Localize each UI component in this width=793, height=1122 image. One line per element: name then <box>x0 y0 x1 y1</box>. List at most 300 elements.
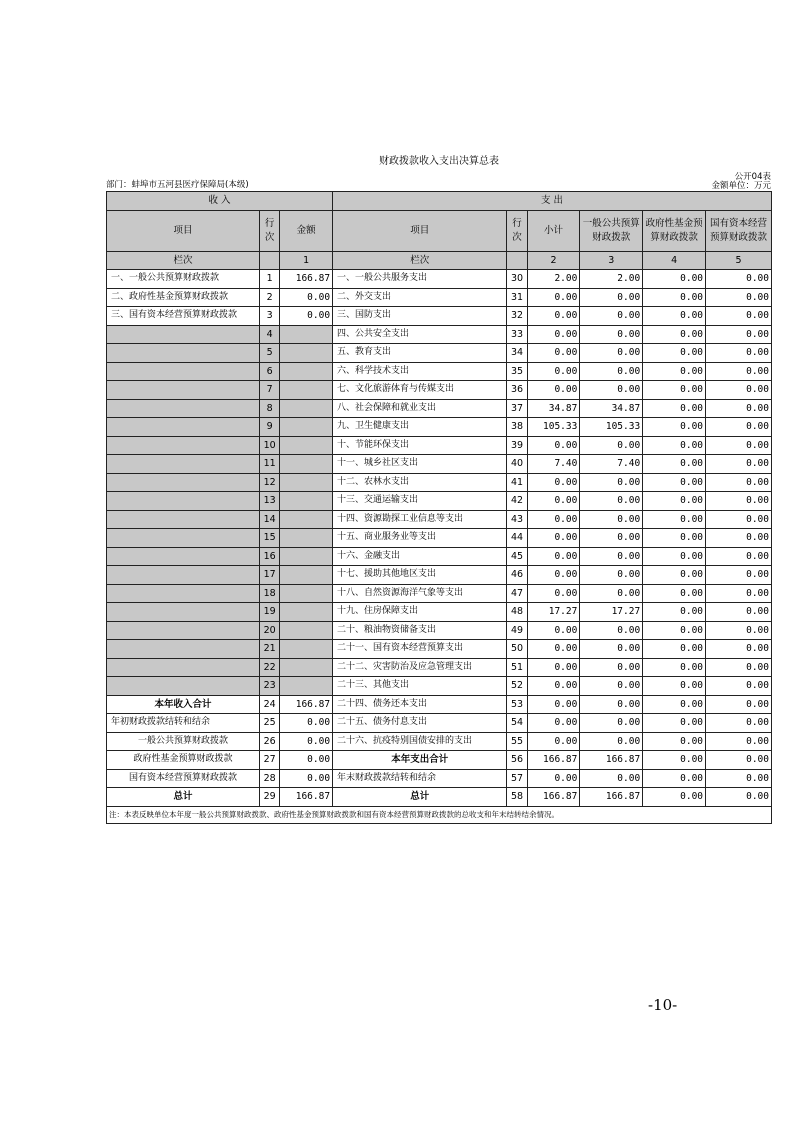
general-budget-cell: 0.00 <box>580 492 643 511</box>
general-budget-cell: 0.00 <box>580 584 643 603</box>
expense-line-cell: 45 <box>507 547 527 566</box>
income-amount-cell <box>280 381 333 400</box>
fund-budget-cell: 0.00 <box>643 658 706 677</box>
state-capital-cell: 0.00 <box>706 621 772 640</box>
income-header: 收 入 <box>107 192 333 211</box>
fund-budget-cell: 0.00 <box>643 399 706 418</box>
general-budget-cell: 0.00 <box>580 547 643 566</box>
state-capital-cell: 0.00 <box>706 307 772 326</box>
income-item-cell <box>107 621 260 640</box>
expense-item-cell: 二、外交支出 <box>333 288 507 307</box>
income-line-cell: 20 <box>260 621 280 640</box>
income-amount-cell <box>280 566 333 585</box>
income-line-cell: 16 <box>260 547 280 566</box>
income-amount-cell <box>280 418 333 437</box>
report-meta <box>106 170 772 191</box>
expense-item-cell: 五、教育支出 <box>333 344 507 363</box>
income-line-cell: 11 <box>260 455 280 474</box>
table-row <box>107 769 772 788</box>
income-item-cell <box>107 640 260 659</box>
income-amount-cell: 0.00 <box>280 769 333 788</box>
expense-item-cell: 二十六、抗疫特别国债安排的支出 <box>333 732 507 751</box>
table-row <box>107 362 772 381</box>
income-item-cell <box>107 473 260 492</box>
subtotal-cell: 0.00 <box>527 288 580 307</box>
income-line-cell: 25 <box>260 714 280 733</box>
income-line-cell: 14 <box>260 510 280 529</box>
expense-item-cell: 十三、交通运输支出 <box>333 492 507 511</box>
expense-line-cell: 42 <box>507 492 527 511</box>
income-line-cell: 5 <box>260 344 280 363</box>
expense-line-cell: 50 <box>507 640 527 659</box>
income-item-cell <box>107 362 260 381</box>
income-item-cell: 国有资本经营预算财政拨款 <box>107 769 260 788</box>
income-item-cell <box>107 547 260 566</box>
income-item-cell <box>107 344 260 363</box>
subtotal-cell: 166.87 <box>527 751 580 770</box>
income-item-cell: 二、政府性基金预算财政拨款 <box>107 288 260 307</box>
state-capital-cell: 0.00 <box>706 547 772 566</box>
income-amount-cell <box>280 584 333 603</box>
expense-line-cell: 34 <box>507 344 527 363</box>
income-line-cell: 1 <box>260 270 280 289</box>
subtotal-cell: 0.00 <box>527 769 580 788</box>
general-budget-cell: 0.00 <box>580 362 643 381</box>
department-label: 部门：蚌埠市五河县医疗保障局(本级) <box>106 180 249 190</box>
income-line-cell: 23 <box>260 677 280 696</box>
state-capital-cell: 0.00 <box>706 751 772 770</box>
fund-budget-cell: 0.00 <box>643 751 706 770</box>
income-item-cell: 一、一般公共预算财政拨款 <box>107 270 260 289</box>
general-budget-cell: 105.33 <box>580 418 643 437</box>
expense-line-cell: 41 <box>507 473 527 492</box>
expense-line-cell: 48 <box>507 603 527 622</box>
subtotal-cell: 0.00 <box>527 381 580 400</box>
expense-line-cell: 51 <box>507 658 527 677</box>
income-amount-cell <box>280 344 333 363</box>
table-row <box>107 695 772 714</box>
subtotal-cell: 2.00 <box>527 270 580 289</box>
income-item-cell <box>107 381 260 400</box>
general-budget-cell: 0.00 <box>580 436 643 455</box>
column-label-income: 栏次 <box>107 251 260 270</box>
income-line-cell: 15 <box>260 529 280 548</box>
income-line-cell: 13 <box>260 492 280 511</box>
state-capital-cell: 0.00 <box>706 658 772 677</box>
column-number-5: 5 <box>706 251 772 270</box>
subtotal-cell: 0.00 <box>527 473 580 492</box>
expense-line-cell: 56 <box>507 751 527 770</box>
expense-line-cell: 43 <box>507 510 527 529</box>
column-number-4: 4 <box>643 251 706 270</box>
subtotal-cell: 0.00 <box>527 584 580 603</box>
expense-item-cell: 八、社会保障和就业支出 <box>333 399 507 418</box>
subtotal-cell: 166.87 <box>527 788 580 807</box>
table-row <box>107 455 772 474</box>
state-capital-cell: 0.00 <box>706 455 772 474</box>
income-item-cell <box>107 436 260 455</box>
blank-cell <box>507 251 527 270</box>
state-capital-cell: 0.00 <box>706 473 772 492</box>
subtotal-cell: 0.00 <box>527 566 580 585</box>
income-amount-cell <box>280 473 333 492</box>
table-row <box>107 603 772 622</box>
expense-item-cell: 四、公共安全支出 <box>333 325 507 344</box>
fund-budget-cell: 0.00 <box>643 362 706 381</box>
income-item-cell <box>107 658 260 677</box>
table-row <box>107 677 772 696</box>
fund-budget-cell: 0.00 <box>643 270 706 289</box>
subtotal-cell: 0.00 <box>527 714 580 733</box>
income-item-cell <box>107 325 260 344</box>
table-row <box>107 788 772 807</box>
state-capital-cell: 0.00 <box>706 381 772 400</box>
income-item-cell <box>107 418 260 437</box>
expense-line-cell: 30 <box>507 270 527 289</box>
state-capital-cell: 0.00 <box>706 510 772 529</box>
income-line-cell: 10 <box>260 436 280 455</box>
general-budget-cell: 0.00 <box>580 325 643 344</box>
subtotal-cell: 0.00 <box>527 362 580 381</box>
page-number: -10- <box>648 996 678 1014</box>
table-body <box>107 270 772 807</box>
subtotal-cell: 0.00 <box>527 529 580 548</box>
expense-item-cell: 十九、住房保障支出 <box>333 603 507 622</box>
income-amount-cell <box>280 325 333 344</box>
income-amount-header: 金额 <box>280 210 333 251</box>
general-budget-cell: 0.00 <box>580 677 643 696</box>
income-amount-cell: 0.00 <box>280 714 333 733</box>
expense-line-cell: 52 <box>507 677 527 696</box>
fund-budget-cell: 0.00 <box>643 510 706 529</box>
income-amount-cell: 166.87 <box>280 788 333 807</box>
table-row <box>107 381 772 400</box>
subtotal-cell: 0.00 <box>527 621 580 640</box>
income-amount-cell: 0.00 <box>280 751 333 770</box>
fund-budget-cell: 0.00 <box>643 566 706 585</box>
income-line-cell: 8 <box>260 399 280 418</box>
fund-budget-cell: 0.00 <box>643 788 706 807</box>
state-capital-cell: 0.00 <box>706 769 772 788</box>
general-budget-cell: 0.00 <box>580 769 643 788</box>
state-capital-cell: 0.00 <box>706 584 772 603</box>
subtotal-cell: 0.00 <box>527 510 580 529</box>
expense-item-cell: 十八、自然资源海洋气象等支出 <box>333 584 507 603</box>
general-budget-cell: 0.00 <box>580 307 643 326</box>
expense-line-cell: 47 <box>507 584 527 603</box>
income-line-cell: 27 <box>260 751 280 770</box>
state-capital-cell: 0.00 <box>706 325 772 344</box>
expense-item-cell: 六、科学技术支出 <box>333 362 507 381</box>
income-amount-cell <box>280 399 333 418</box>
table-row <box>107 325 772 344</box>
general-budget-cell: 0.00 <box>580 658 643 677</box>
column-number-2: 2 <box>527 251 580 270</box>
expense-item-cell: 九、卫生健康支出 <box>333 418 507 437</box>
report-title: 财政拨款收入支出决算总表 <box>379 156 499 167</box>
expense-line-cell: 55 <box>507 732 527 751</box>
expense-line-header: 行次 <box>507 210 527 251</box>
subtotal-cell: 0.00 <box>527 640 580 659</box>
income-item-cell <box>107 399 260 418</box>
expense-item-cell: 一、一般公共服务支出 <box>333 270 507 289</box>
expense-line-cell: 32 <box>507 307 527 326</box>
table-row <box>107 640 772 659</box>
subtotal-cell: 0.00 <box>527 732 580 751</box>
column-number-1: 1 <box>280 251 333 270</box>
state-capital-cell: 0.00 <box>706 566 772 585</box>
state-capital-cell: 0.00 <box>706 732 772 751</box>
table-row <box>107 529 772 548</box>
subtotal-cell: 0.00 <box>527 695 580 714</box>
general-budget-cell: 0.00 <box>580 566 643 585</box>
income-amount-cell: 0.00 <box>280 307 333 326</box>
income-item-cell <box>107 492 260 511</box>
state-capital-cell: 0.00 <box>706 603 772 622</box>
table-row <box>107 566 772 585</box>
expense-header: 支 出 <box>333 192 772 211</box>
income-amount-cell <box>280 510 333 529</box>
income-item-cell <box>107 566 260 585</box>
general-budget-cell: 0.00 <box>580 344 643 363</box>
table-row <box>107 344 772 363</box>
fund-budget-cell: 0.00 <box>643 640 706 659</box>
income-amount-cell <box>280 455 333 474</box>
general-budget-cell: 0.00 <box>580 621 643 640</box>
income-amount-cell: 0.00 <box>280 288 333 307</box>
table-row <box>107 732 772 751</box>
income-amount-cell <box>280 529 333 548</box>
income-amount-cell <box>280 677 333 696</box>
general-budget-cell: 166.87 <box>580 788 643 807</box>
table-row <box>107 418 772 437</box>
income-line-cell: 4 <box>260 325 280 344</box>
income-amount-cell <box>280 362 333 381</box>
fund-budget-cell: 0.00 <box>643 288 706 307</box>
expense-item-cell: 二十三、其他支出 <box>333 677 507 696</box>
fund-budget-cell: 0.00 <box>643 492 706 511</box>
income-line-cell: 18 <box>260 584 280 603</box>
expense-item-cell: 十一、城乡社区支出 <box>333 455 507 474</box>
state-capital-cell: 0.00 <box>706 288 772 307</box>
state-capital-cell: 0.00 <box>706 362 772 381</box>
subtotal-cell: 0.00 <box>527 547 580 566</box>
general-budget-cell: 0.00 <box>580 714 643 733</box>
general-budget-cell: 166.87 <box>580 751 643 770</box>
table-row <box>107 584 772 603</box>
table-row <box>107 714 772 733</box>
table-row <box>107 658 772 677</box>
expense-item-cell: 二十、粮油物资储备支出 <box>333 621 507 640</box>
income-line-cell: 26 <box>260 732 280 751</box>
state-capital-cell: 0.00 <box>706 270 772 289</box>
subtotal-cell: 0.00 <box>527 344 580 363</box>
income-item-header: 项目 <box>107 210 260 251</box>
expense-line-cell: 46 <box>507 566 527 585</box>
expense-item-cell: 总计 <box>333 788 507 807</box>
fund-budget-cell: 0.00 <box>643 603 706 622</box>
income-item-cell <box>107 584 260 603</box>
amount-unit: 金额单位：万元 <box>711 181 771 191</box>
income-amount-cell: 166.87 <box>280 270 333 289</box>
income-amount-cell <box>280 436 333 455</box>
table-row <box>107 288 772 307</box>
report-sheet <box>106 153 772 824</box>
income-line-cell: 17 <box>260 566 280 585</box>
expense-line-cell: 54 <box>507 714 527 733</box>
general-budget-cell: 0.00 <box>580 510 643 529</box>
income-amount-cell: 166.87 <box>280 695 333 714</box>
subtotal-cell: 0.00 <box>527 307 580 326</box>
income-line-cell: 22 <box>260 658 280 677</box>
table-note: 注：本表反映单位本年度一般公共预算财政拨款、政府性基金预算财政拨款和国有资本经营预算财政拨款的总收支和年末结转结余情况。 <box>107 806 772 823</box>
fund-budget-cell: 0.00 <box>643 344 706 363</box>
expense-item-cell: 年末财政拨款结转和结余 <box>333 769 507 788</box>
subtotal-cell: 0.00 <box>527 436 580 455</box>
income-line-cell: 19 <box>260 603 280 622</box>
income-line-cell: 2 <box>260 288 280 307</box>
subtotal-header: 小计 <box>527 210 580 251</box>
expense-line-cell: 39 <box>507 436 527 455</box>
income-amount-cell: 0.00 <box>280 732 333 751</box>
general-budget-cell: 0.00 <box>580 732 643 751</box>
general-budget-cell: 0.00 <box>580 640 643 659</box>
table-row <box>107 492 772 511</box>
state-capital-header: 国有资本经营预算财政拨款 <box>706 210 772 251</box>
expense-line-cell: 38 <box>507 418 527 437</box>
expense-item-cell: 十六、金融支出 <box>333 547 507 566</box>
table-row <box>107 399 772 418</box>
expense-item-cell: 二十一、国有资本经营预算支出 <box>333 640 507 659</box>
fund-budget-cell: 0.00 <box>643 695 706 714</box>
expense-item-cell: 二十五、债务付息支出 <box>333 714 507 733</box>
income-item-cell <box>107 455 260 474</box>
subtotal-cell: 0.00 <box>527 325 580 344</box>
expense-line-cell: 37 <box>507 399 527 418</box>
expense-item-header: 项目 <box>333 210 507 251</box>
income-line-cell: 24 <box>260 695 280 714</box>
expense-item-cell: 二十二、灾害防治及应急管理支出 <box>333 658 507 677</box>
state-capital-cell: 0.00 <box>706 677 772 696</box>
income-line-cell: 7 <box>260 381 280 400</box>
state-capital-cell: 0.00 <box>706 695 772 714</box>
general-budget-cell: 7.40 <box>580 455 643 474</box>
income-item-cell <box>107 510 260 529</box>
subtotal-cell: 0.00 <box>527 658 580 677</box>
general-budget-header: 一般公共预算财政拨款 <box>580 210 643 251</box>
expense-line-cell: 44 <box>507 529 527 548</box>
expense-item-cell: 二十四、债务还本支出 <box>333 695 507 714</box>
state-capital-cell: 0.00 <box>706 399 772 418</box>
general-budget-cell: 0.00 <box>580 695 643 714</box>
income-item-cell: 三、国有资本经营预算财政拨款 <box>107 307 260 326</box>
fund-budget-cell: 0.00 <box>643 307 706 326</box>
subtotal-cell: 105.33 <box>527 418 580 437</box>
fund-budget-cell: 0.00 <box>643 547 706 566</box>
state-capital-cell: 0.00 <box>706 714 772 733</box>
fund-budget-cell: 0.00 <box>643 473 706 492</box>
income-item-cell <box>107 677 260 696</box>
fund-budget-cell: 0.00 <box>643 584 706 603</box>
income-line-cell: 28 <box>260 769 280 788</box>
subtotal-cell: 0.00 <box>527 677 580 696</box>
budget-table <box>106 191 772 824</box>
expense-line-cell: 58 <box>507 788 527 807</box>
column-label-expense: 栏次 <box>333 251 507 270</box>
fund-budget-cell: 0.00 <box>643 714 706 733</box>
income-item-cell: 政府性基金预算财政拨款 <box>107 751 260 770</box>
expense-item-cell: 十七、援助其他地区支出 <box>333 566 507 585</box>
general-budget-cell: 34.87 <box>580 399 643 418</box>
table-row <box>107 547 772 566</box>
general-budget-cell: 17.27 <box>580 603 643 622</box>
income-line-cell: 21 <box>260 640 280 659</box>
state-capital-cell: 0.00 <box>706 640 772 659</box>
fund-budget-cell: 0.00 <box>643 436 706 455</box>
fund-budget-cell: 0.00 <box>643 529 706 548</box>
income-item-cell: 一般公共预算财政拨款 <box>107 732 260 751</box>
income-amount-cell <box>280 621 333 640</box>
expense-item-cell: 十五、商业服务业等支出 <box>333 529 507 548</box>
fund-budget-cell: 0.00 <box>643 769 706 788</box>
expense-line-cell: 40 <box>507 455 527 474</box>
subtotal-cell: 0.00 <box>527 492 580 511</box>
income-amount-cell <box>280 640 333 659</box>
income-line-cell: 29 <box>260 788 280 807</box>
table-row <box>107 473 772 492</box>
income-line-header: 行次 <box>260 210 280 251</box>
expense-line-cell: 35 <box>507 362 527 381</box>
expense-line-cell: 57 <box>507 769 527 788</box>
subtotal-cell: 17.27 <box>527 603 580 622</box>
table-row <box>107 510 772 529</box>
state-capital-cell: 0.00 <box>706 492 772 511</box>
expense-item-cell: 本年支出合计 <box>333 751 507 770</box>
table-row <box>107 621 772 640</box>
general-budget-cell: 0.00 <box>580 473 643 492</box>
table-row <box>107 751 772 770</box>
general-budget-cell: 0.00 <box>580 381 643 400</box>
fund-budget-cell: 0.00 <box>643 455 706 474</box>
state-capital-cell: 0.00 <box>706 418 772 437</box>
blank-cell <box>260 251 280 270</box>
expense-item-cell: 三、国防支出 <box>333 307 507 326</box>
state-capital-cell: 0.00 <box>706 529 772 548</box>
fund-budget-cell: 0.00 <box>643 325 706 344</box>
subtotal-cell: 34.87 <box>527 399 580 418</box>
state-capital-cell: 0.00 <box>706 344 772 363</box>
income-item-cell: 本年收入合计 <box>107 695 260 714</box>
income-line-cell: 12 <box>260 473 280 492</box>
expense-item-cell: 十四、资源勘探工业信息等支出 <box>333 510 507 529</box>
income-item-cell <box>107 529 260 548</box>
income-item-cell <box>107 603 260 622</box>
expense-line-cell: 33 <box>507 325 527 344</box>
general-budget-cell: 2.00 <box>580 270 643 289</box>
fund-budget-cell: 0.00 <box>643 621 706 640</box>
income-amount-cell <box>280 603 333 622</box>
table-row <box>107 436 772 455</box>
column-number-3: 3 <box>580 251 643 270</box>
expense-line-cell: 36 <box>507 381 527 400</box>
table-row <box>107 307 772 326</box>
expense-item-cell: 十二、农林水支出 <box>333 473 507 492</box>
income-amount-cell <box>280 658 333 677</box>
income-line-cell: 3 <box>260 307 280 326</box>
expense-line-cell: 31 <box>507 288 527 307</box>
fund-budget-cell: 0.00 <box>643 732 706 751</box>
income-item-cell: 年初财政拨款结转和结余 <box>107 714 260 733</box>
